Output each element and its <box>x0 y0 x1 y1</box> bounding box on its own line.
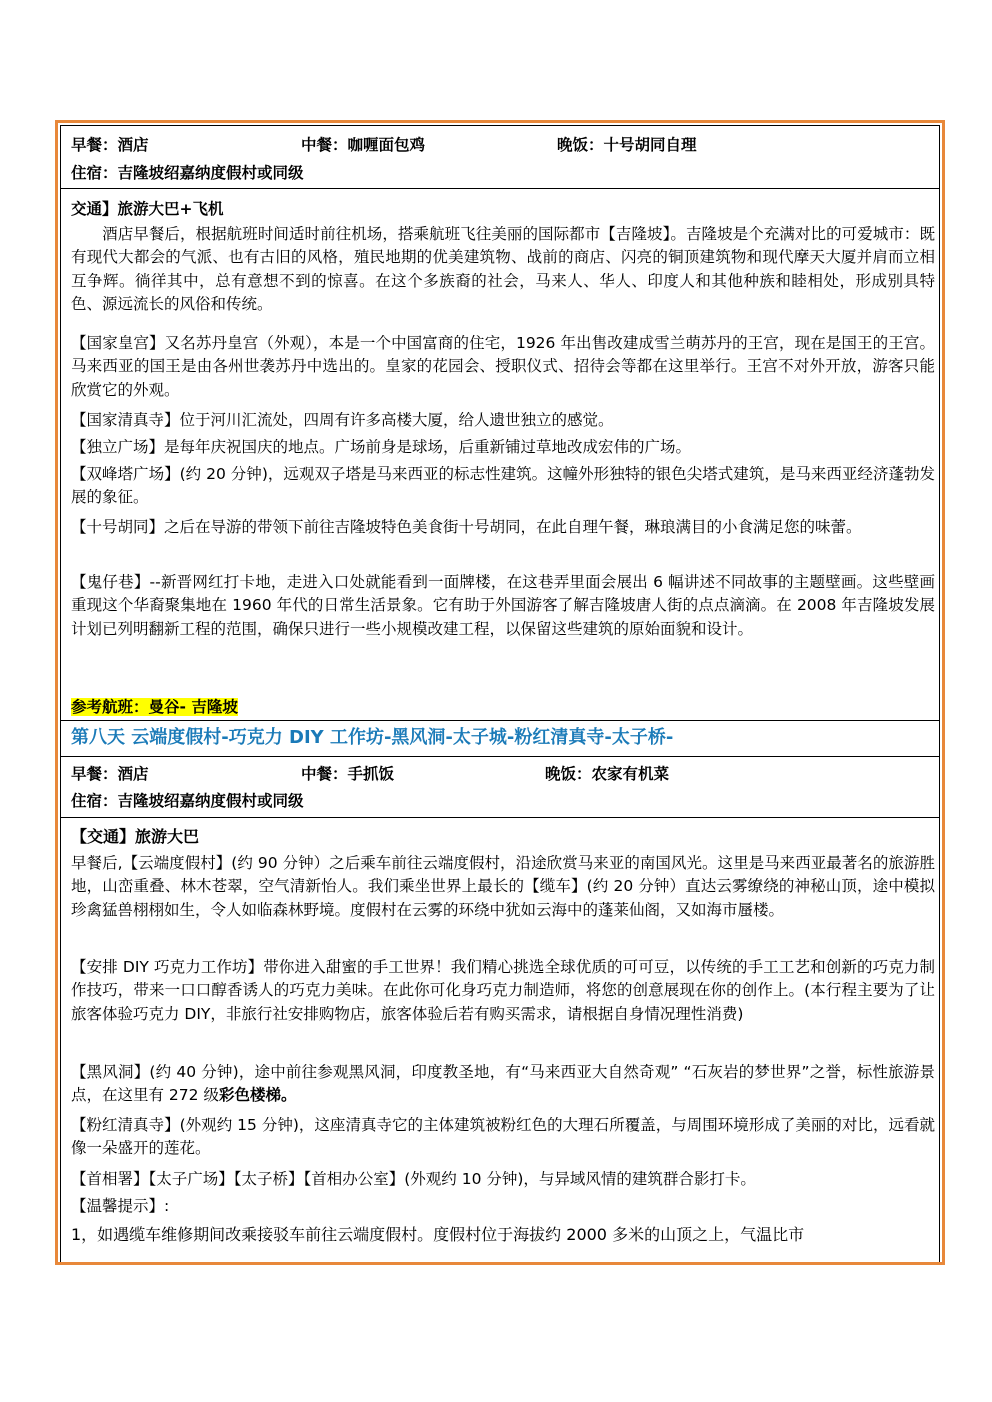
day7-mosque-paragraph: 【国家清真寺】位于河川汇流处，四周有许多高楼大厦，给人遗世独立的感觉。 <box>71 411 614 429</box>
day7-palace-paragraph: 【国家皇宫】又名苏丹皇宫（外观），本是一个中国富商的住宅，1926 年出售改建成雪兰萌苏丹的王宫，现在是国王的王宫。马来西亚的国王是由各州世袭苏丹中选出的。皇家的花园会、授职仪式、招待会等都在这里举行。王宫不对外开放，游客只能欣赏它的外观。 <box>71 334 935 399</box>
divider <box>61 188 939 189</box>
day8-breakfast: 早餐：酒店 <box>71 765 149 783</box>
day8-transport: 【交通】旅游大巴 <box>71 827 200 846</box>
day7-hotel: 住宿：吉隆坡绍嘉纳度假村或同级 <box>71 164 304 182</box>
day7-kwai-chai-hong-paragraph: 【鬼仔巷】--新晋网红打卡地，走进入口处就能看到一面牌楼，在这巷弄里面会展出 6 幅讲述不同故事的主题壁画。这些壁画重现这个华裔聚集地在 1960 年代的日常生活景象。它有助于外国游客了解吉隆坡唐人街的点点滴滴。在 2008 年吉隆坡发展计划已列明翻新工程的范围，确保只进行一些小规模改建工程，以保留这些建筑的原始面貌和设计。 <box>71 573 935 638</box>
day8-genting-paragraph: 早餐后,【云端度假村】(约 90 分钟）之后乘车前往云端度假村，沿途欣赏马来亚的南国风光。这里是马来西亚最著名的旅游胜地，山峦重叠、林木苍翠，空气清新怡人。我们乘坐世界上最长的【缆车】(约 20 分钟）直达云雾缭绕的神秘山顶，途中模拟珍禽猛兽栩栩如生，令人如临森林野境。度假村在云雾的环绕中犹如云海中的蓬莱仙阁，又如海市蜃楼。 <box>71 854 935 919</box>
divider <box>61 720 939 721</box>
day7-transport: 交通】旅游大巴+飞机 <box>71 200 224 218</box>
day7-lunch: 中餐：咖喱面包鸡 <box>301 136 426 154</box>
day7-alley-paragraph: 【十号胡同】之后在导游的带领下前往吉隆坡特色美食街十号胡同，在此自理午餐，琳琅满目的小食满足您的味蕾。 <box>71 518 862 536</box>
itinerary-table <box>60 125 940 1262</box>
day8-tip-1: 1，如遇缆车维修期间改乘接驳车前往云端度假村。度假村位于海拔约 2000 多米的山顶之上，气温比市 <box>71 1225 805 1244</box>
day7-intro-paragraph: 酒店早餐后，根据航班时间适时前往机场，搭乘航班飞往美丽的国际都市【吉隆坡】。吉隆坡是个充满对比的可爱城市：既有现代大都会的气派、也有古旧的风格，殖民地期的优美建筑物、战前的商店、闪亮的铜顶建筑物和现代摩天大厦并肩而立相互争辉。徜徉其中，总有意想不到的惊喜。在这个多族裔的社会，马来人、华人、印度人和其他种族和睦相处，形成别具特色、源远流长的风俗和传统。 <box>71 225 935 313</box>
day8-dinner: 晚饭：农家有机菜 <box>545 765 670 783</box>
day7-breakfast: 早餐：酒店 <box>71 136 149 154</box>
day7-towers-paragraph: 【双峰塔广场】(约 20 分钟)，远观双子塔是马来西亚的标志性建筑。这幢外形独特的银色尖塔式建筑，是马来西亚经济蓬勃发展的象征。 <box>71 465 935 507</box>
day8-lunch: 中餐：手抓饭 <box>301 765 395 783</box>
itinerary-frame <box>55 120 945 1265</box>
day8-batu-caves-paragraph: 【黑风洞】(约 40 分钟)，途中前往参观黑风洞，印度教圣地，有“马来西亚大自然奇观” “石灰岩的梦世界”之誉，标性旅游景点，在这里有 272 级彩色楼梯。 <box>71 1063 935 1105</box>
day8-chocolate-paragraph: 【安排 DIY 巧克力工作坊】带你进入甜蜜的手工世界！我们精心挑选全球优质的可可豆，以传统的手工工艺和创新的巧克力制作技巧，带来一口口醇香诱人的巧克力美味。在此你可化身巧克力制造师，将您的创意展现在你的创作上。(本行程主要为了让旅客体验巧克力 DIY，非旅行社安排购物店，旅客体验后若有购买需求，请根据自身情况理性消费) <box>71 958 935 1023</box>
day8-putrajaya-paragraph: 【首相署】【太子广场】【太子桥】【首相办公室】(外观约 10 分钟)，与异域风情的建筑群合影打卡。 <box>71 1170 756 1188</box>
divider <box>61 817 939 818</box>
day8-pink-mosque-paragraph: 【粉红清真寺】(外观约 15 分钟)，这座清真寺它的主体建筑被粉红色的大理石所覆盖，与周围环境形成了美丽的对比，远看就像一朵盛开的莲花。 <box>71 1116 935 1158</box>
rainbow-stairs-text: 彩色楼梯。 <box>218 1086 297 1105</box>
divider <box>61 756 939 757</box>
day7-dinner: 晚饭：十号胡同自理 <box>557 136 697 154</box>
day7-square-paragraph: 【独立广场】是每年庆祝国庆的地点。广场前身是球场，后重新铺过草地改成宏伟的广场。 <box>71 438 692 456</box>
day8-hotel: 住宿：吉隆坡绍嘉纳度假村或同级 <box>71 792 304 810</box>
day8-title: 第八天 云端度假村-巧克力 DIY 工作坊-黑风洞-太子城-粉红清真寺-太子桥- <box>71 727 674 748</box>
day7-reference-flight: 参考航班：曼谷- 吉隆坡 <box>71 698 238 716</box>
day8-tips-heading: 【温馨提示】: <box>71 1197 170 1215</box>
